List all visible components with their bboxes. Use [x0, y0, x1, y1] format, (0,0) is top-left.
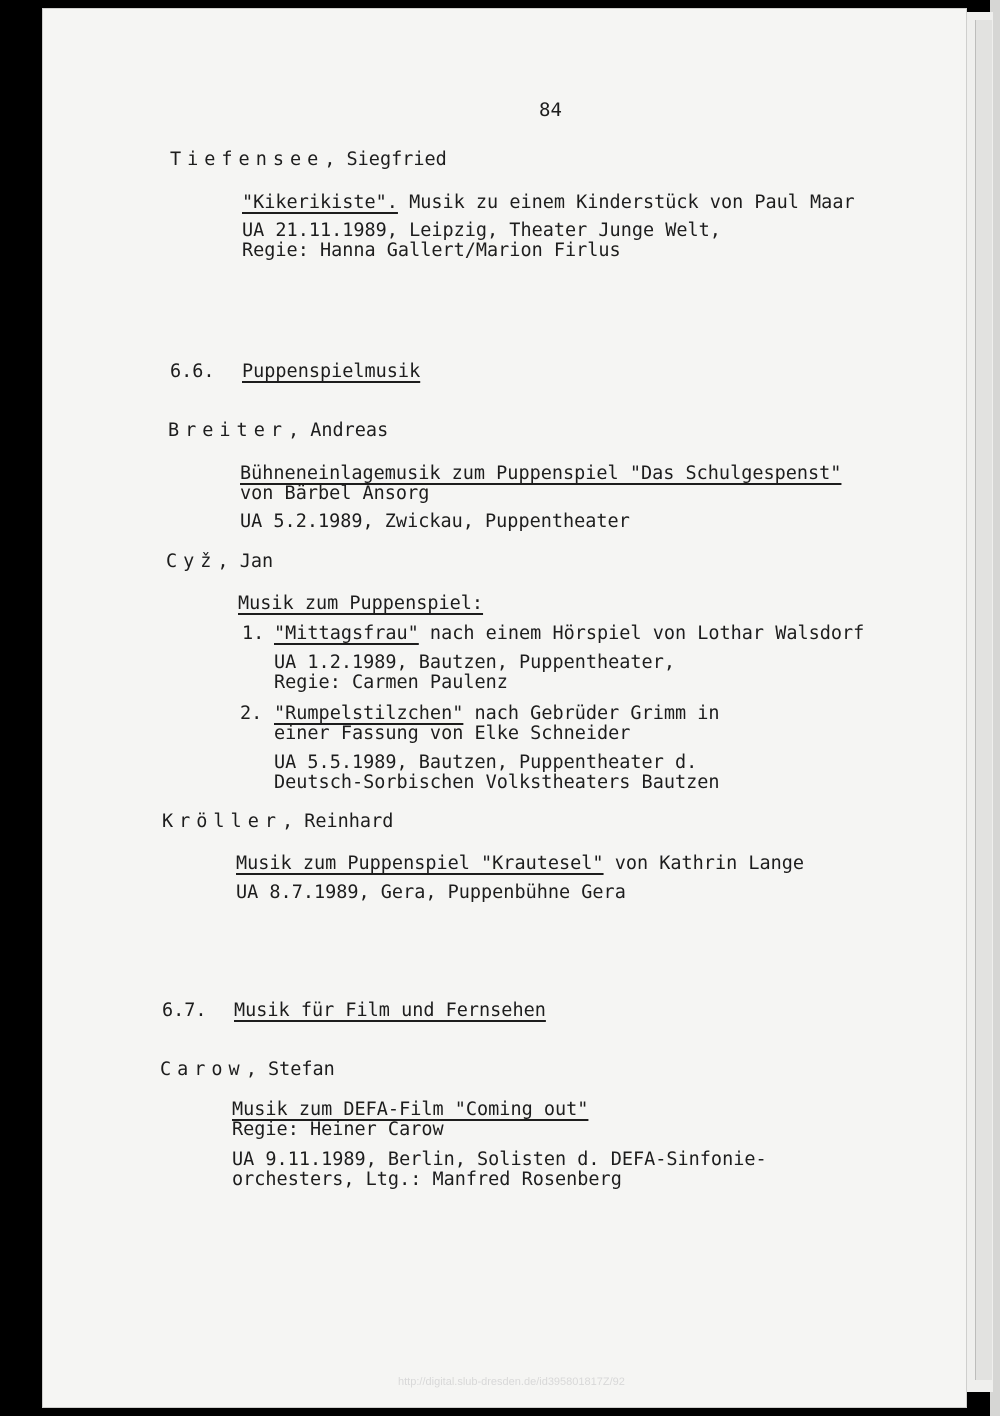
composer-surname: Breiter [168, 420, 288, 441]
work-description: Musik zu einem Kinderstück von Paul Maar [397, 192, 855, 213]
work-title: "Rumpelstilzchen" [274, 703, 464, 724]
work-title: Bühneneinlagemusik zum Puppenspiel "Das Schulgespenst" [240, 463, 842, 484]
list-number: 2. [240, 703, 263, 724]
source-url: http://digital.slub-dresden.de/id395801817Z/92 [398, 1376, 625, 1388]
composer-entry [160, 1060, 335, 1080]
work-title: "Mittagsfrau" [274, 623, 419, 644]
composer-given-name: , Andreas [287, 420, 389, 441]
work-line [274, 704, 720, 724]
direction-line: Regie: Carmen Paulenz [274, 672, 508, 693]
composer-given-name: , Reinhard [281, 811, 394, 832]
venue-line: Deutsch-Sorbischen Volkstheaters Bautzen [274, 772, 720, 793]
premiere-line: UA 5.5.1989, Bautzen, Puppentheater d. [274, 752, 698, 773]
work-heading: Musik zum Puppenspiel: [238, 593, 484, 614]
document-page [42, 8, 967, 1408]
section-number: 6.7. [162, 1000, 207, 1021]
work-title: Musik zum Puppenspiel "Krautesel" [236, 853, 604, 874]
direction-line: Regie: Heiner Carow [232, 1119, 444, 1140]
composer-surname: Cyž [166, 551, 218, 572]
page-number: 84 [539, 99, 562, 121]
composer-entry [168, 421, 388, 441]
author-line: von Bärbel Ansorg [240, 483, 430, 504]
page-stack-edge [975, 20, 992, 1380]
composer-entry [170, 150, 447, 170]
composer-surname: Tiefensee [170, 149, 325, 170]
section-number: 6.6. [170, 361, 215, 382]
work-description: nach Gebrüder Grimm in [463, 703, 720, 724]
composer-given-name: , Siegfried [324, 149, 447, 170]
premiere-line: UA 8.7.1989, Gera, Puppenbühne Gera [236, 882, 626, 903]
premiere-line: UA 9.11.1989, Berlin, Solisten d. DEFA-Sinfonie- [232, 1149, 767, 1170]
section-title: Puppenspielmusik [242, 361, 421, 382]
work-title: Musik zum DEFA-Film "Coming out" [232, 1099, 589, 1120]
section-title: Musik für Film und Fernsehen [234, 1000, 546, 1021]
list-number: 1. [242, 623, 265, 644]
work-title: "Kikerikiste". [242, 192, 398, 213]
performer-line: orchesters, Ltg.: Manfred Rosenberg [232, 1169, 622, 1190]
composer-entry [162, 812, 393, 832]
author-line: einer Fassung von Elke Schneider [274, 723, 631, 744]
premiere-line: UA 5.2.1989, Zwickau, Puppentheater [240, 511, 630, 532]
premiere-line: UA 21.11.1989, Leipzig, Theater Junge Welt, [242, 220, 721, 241]
work-description: nach einem Hörspiel von Lothar Walsdorf [418, 623, 865, 644]
work-description: von Kathrin Lange [603, 853, 805, 874]
composer-surname: Kröller [162, 811, 282, 832]
premiere-line: UA 1.2.1989, Bautzen, Puppentheater, [274, 652, 675, 673]
work-line [274, 624, 864, 644]
composer-surname: Carow [160, 1059, 246, 1080]
composer-given-name: , Stefan [245, 1059, 335, 1080]
direction-line: Regie: Hanna Gallert/Marion Firlus [242, 240, 621, 261]
work-line [236, 854, 804, 874]
work-line [242, 193, 855, 213]
composer-given-name: , Jan [217, 551, 274, 572]
composer-entry [166, 552, 273, 572]
